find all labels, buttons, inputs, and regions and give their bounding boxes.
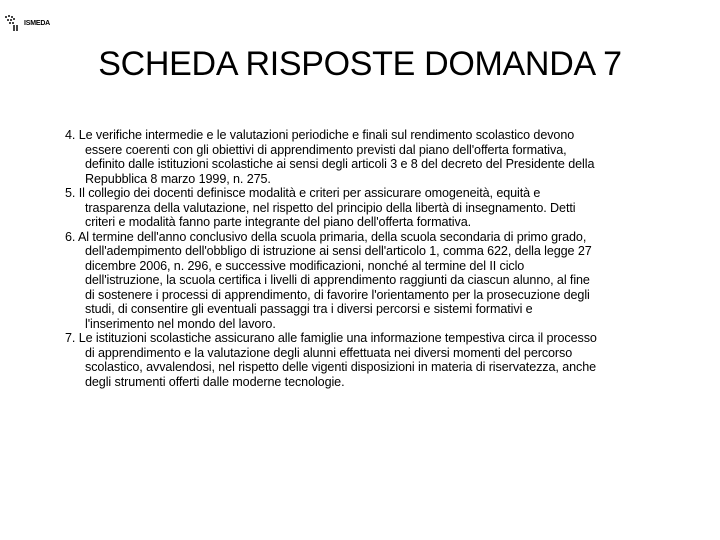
text-line: l'inserimento nel mondo del lavoro. [85, 316, 276, 331]
paragraph-6 [65, 230, 715, 332]
text-line: definito dalle istituzioni scolastiche ai sensi degli articoli 3 e 8 del decreto del Presidente della [85, 157, 595, 171]
ismeda-logo [4, 14, 50, 32]
text-line: Repubblica 8 marzo 1999, n. 275. [85, 171, 271, 186]
text-line: di apprendimento e la valutazione degli alunni effettuata nei diversi momenti del percorso [85, 345, 573, 360]
text-line: di sostenere i processi di apprendimento, di favorire l'orientamento per la prosecuzione degli [85, 287, 590, 302]
paragraph-7 [65, 331, 715, 389]
text-line: studi, di consentire gli eventuali passaggi tra i diversi percorsi e sistemi formativi e [85, 302, 533, 316]
text-line: dell'istruzione, la scuola certifica i livelli di apprendimento raggiunti da ciascun alunno, al fine [85, 273, 590, 287]
text-line: 6. Al termine dell'anno conclusivo della scuola primaria, della scuola secondaria di primo grado, [65, 229, 587, 244]
paragraph-4 [65, 128, 715, 186]
text-line: dicembre 2006, n. 296, e successive modificazioni, nonché al termine del II ciclo [85, 258, 525, 273]
slide-title: SCHEDA RISPOSTE DOMANDA 7 [98, 44, 622, 83]
text-line: 7. Le istituzioni scolastiche assicurano alle famiglie una informazione tempestiva circa il processo [65, 331, 597, 345]
text-line: scolastico, avvalendosi, nel rispetto delle vigenti disposizioni in materia di riservatezza, anche [85, 360, 597, 374]
text-line: trasparenza della valutazione, nel rispetto del principio della libertà di insegnamento. Detti [85, 200, 576, 215]
text-line: criteri e modalità fanno parte integrante del piano dell'offerta formativa. [85, 215, 472, 229]
text-line: essere coerenti con gli obiettivi di apprendimento previsti dal piano dell'offerta formativa, [85, 142, 567, 157]
paragraph-5 [65, 186, 715, 230]
slide-body [65, 128, 715, 389]
text-line: 4. Le verifiche intermedie e le valutazioni periodiche e finali sul rendimento scolastico devono [65, 128, 575, 142]
text-line: 5. Il collegio dei docenti definisce modalità e criteri per assicurare omogeneità, equità e [65, 186, 541, 200]
text-line: dell'adempimento dell'obbligo di istruzione ai sensi dell'articolo 1, comma 622, della legge 27 [85, 244, 592, 258]
text-line: degli strumenti offerti dalle moderne tecnologie. [85, 374, 345, 389]
logo-mark-icon [4, 14, 22, 32]
logo-text: ISMEDA [24, 19, 51, 27]
